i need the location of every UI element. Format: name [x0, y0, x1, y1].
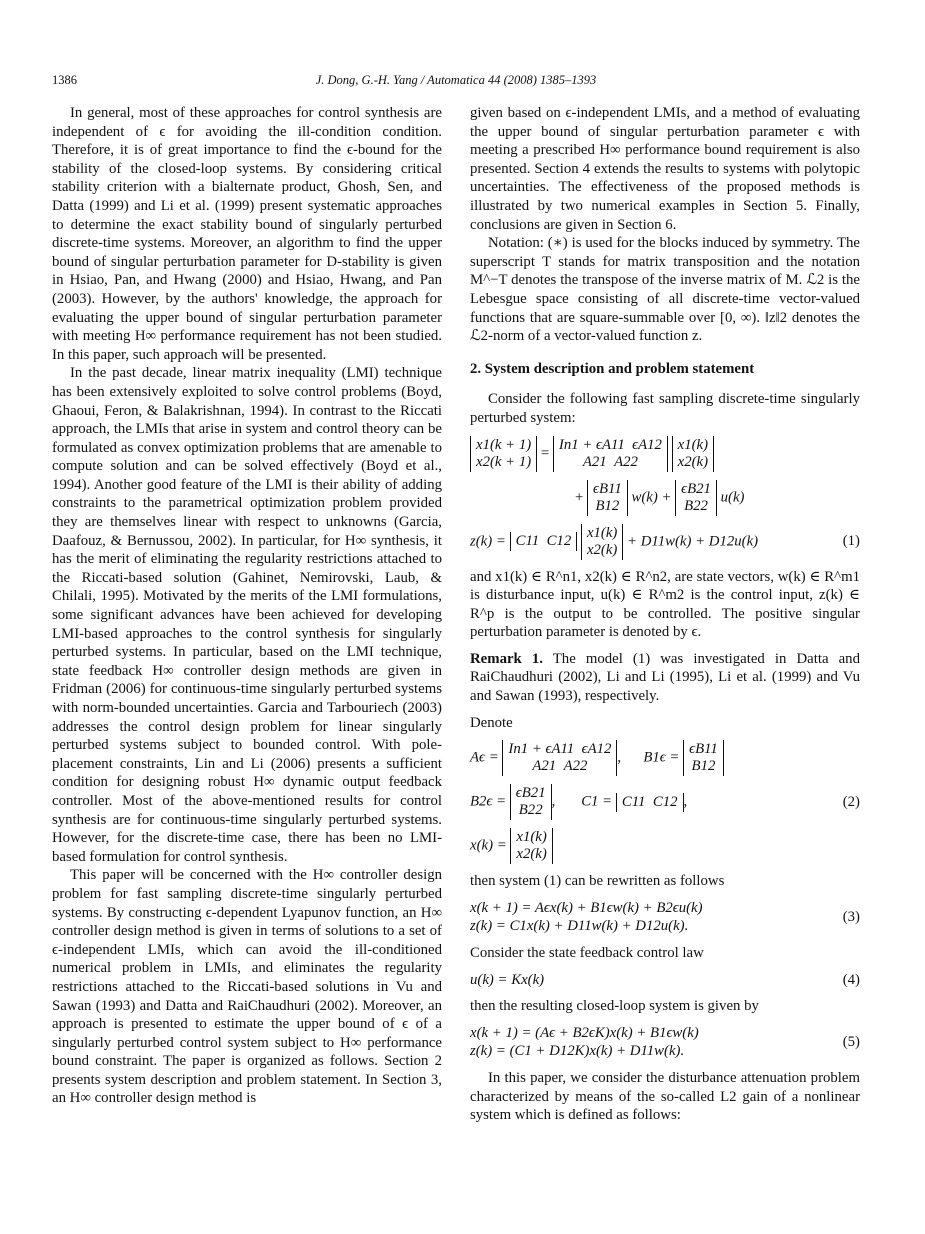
matrix: x1(k + 1) x2(k + 1): [470, 436, 537, 472]
right-column: [470, 104, 860, 1125]
equation-2a: Aϵ = In1 + ϵA11 ϵA12 A21 A22 , B1ϵ = ϵB11 B12: [470, 740, 860, 776]
paragraph: Consider the state feedback control law: [470, 945, 704, 962]
equation-2b: B2ϵ = ϵB21 B22 , C1 = C11 C12 , (2): [470, 785, 860, 819]
equation-number: (4): [842, 971, 860, 988]
paragraph: then the resulting closed-loop system is given by: [470, 998, 759, 1015]
matrix: ϵB11 B12: [587, 480, 628, 516]
paragraph: then system (1) can be rewritten as follows: [470, 873, 725, 890]
page-number: 1386: [52, 73, 77, 87]
paragraph: In the past decade, linear matrix inequality (LMI) technique has been extensively exploited to solve control problems (Boyd, Ghaoui, Feron, & Balakrishnan, 1994). In contrast to the Riccati approach, the LMIs that arise in system and control theory can be formulated as convex optimization problems that are amenable to compute solution and can be solved effectively (Boyd et al., 1994). Another good feature of the LMI is their ability of adding constraints to the parametrical optimization problem provided they are themselves linear with respect to unknowns (Garcia, Daafouz, & Bernussou, 2002). In particular, for H∞ synthesis, it has the merit of eliminating the regularity restrictions attached to the Riccati-based solution (Gahinet, Nemirovski, Laub, & Chilali, 1995). Motivated by the merits of the LMI formulations, some significant advances have been achieved for developing LMI-based approaches to the control synthesis for singularly perturbed systems. In particular, based on the LMI technique, state feedback H∞ controller design methods are given in Fridman (2006) for continuous-time singularly perturbed systems with norm-bounded uncertainties. Garcia and Tarbouriech (2003) addresses the control design problem for linear singularly perturbed systems subject to bounded control. With pole-placement constraints, Lin and Li (2006) presents a sufficient condition for designing robust H∞ dynamic output feedback controller. Most of the above-mentioned results for control synthesis are for continuous-time singularly perturbed systems. However, for the discrete-time case, there has been no LMI-based formulation for control synthesis.: [52, 365, 442, 865]
matrix: C11 C12: [510, 532, 578, 551]
equation-3: x(k + 1) = Aϵx(k) + B1ϵw(k) + B2ϵu(k) z(k) = C1x(k) + D11w(k) + D12u(k). (3): [470, 899, 860, 935]
matrix: ϵB11 B12: [683, 740, 724, 776]
paragraph: In general, most of these approaches for control synthesis are independent of ϵ for avoiding the ill-condition condition. Therefore, it is of great importance to find the ϵ-bound for the stability of the closed-loop systems. By considering critical stability criterion with a bialternate product, Ghosh, Sen, and Datta (1999) and Li et al. (1999) present systematic approaches to determine the exact stability bound of singularly perturbed discrete-time systems. Moreover, an algorithm to find the upper bound of singular perturbation parameter for D-stability is given in Hsiao, Pan, and Hwang (2000) and Hsiao, Hwang, and Pan (2003). However, by the authors' knowledge, the approach for evaluating the upper bound of singular perturbation parameter with meeting H∞ performance requirement has not been studied. In this paper, such approach will be presented.: [52, 105, 442, 363]
equation-1b: + ϵB11 B12 w(k) + ϵB21 B22 u(k): [575, 480, 745, 514]
paragraph: Consider the following fast sampling discrete-time singularly perturbed system:: [470, 391, 860, 426]
equation-1a: x1(k + 1) x2(k + 1) = In1 + ϵA11 ϵA12 A21 A22 x1(k) x2(k): [470, 436, 860, 472]
remark-paragraph: Remark 1. The model (1) was investigated in Datta and RaiChaudhuri (2002), Li and Li (1995), Li et al. (1999) and Vu and Sawan (1993), respectively.: [470, 650, 860, 705]
matrix: C11 C12: [616, 793, 684, 812]
remark-label: Remark 1.: [470, 650, 543, 667]
paragraph: Denote: [470, 714, 513, 731]
matrix: In1 + ϵA11 ϵA12 A21 A22: [553, 436, 668, 472]
left-column: [52, 104, 442, 1108]
equation-5: x(k + 1) = (Aϵ + B2ϵK)x(k) + B1ϵw(k) z(k) = (C1 + D12K)x(k) + D11w(k). (5): [470, 1024, 860, 1060]
equation-4: u(k) = Kx(k) (4): [470, 971, 860, 988]
paragraph: This paper will be concerned with the H∞ controller design problem for fast sampling discrete-time singularly perturbed systems. By constructing ϵ-dependent Lyapunov function, an H∞ controller design method is given in terms of solutions to a set of ϵ-independent LMIs, which can avoid the ill-conditioned numerical problem in LMIs, and eliminates the regularity restrictions attached to the Riccati-based solutions in Vu and Sawan (1993) and Datta and RaiChaudhuri (2002). Moreover, an approach is presented to estimate the upper bound of ϵ of a singularly perturbed control system subject to H∞ performance bound constraint. The paper is organized as follows. Section 2 presents system description and problem statement. In Section 3, an H∞ controller design method is: [52, 867, 442, 1107]
matrix: In1 + ϵA11 ϵA12 A21 A22: [502, 740, 617, 776]
running-head: J. Dong, G.-H. Yang / Automatica 44 (2008) 1385–1393: [315, 73, 597, 87]
matrix: ϵB21 B22: [510, 784, 552, 820]
section-title: 2. System description and problem statement: [470, 360, 755, 377]
paragraph: and x1(k) ∈ R^n1, x2(k) ∈ R^n2, are state vectors, w(k) ∈ R^m1 is disturbance input, u(k) ∈ R^m2 is the control input, z(k) ∈ R^p is the output to be controlled. The positive singular perturbation parameter is denoted by ϵ.: [470, 568, 860, 641]
equation-number: (2): [842, 793, 860, 810]
matrix: ϵB21 B22: [675, 480, 717, 516]
equation-number: (1): [842, 533, 860, 550]
matrix: x1(k) x2(k): [510, 828, 552, 864]
equation-1c: z(k) = C11 C12 x1(k) x2(k) + D11w(k) + D12u(k) (1): [470, 524, 860, 558]
matrix: x1(k) x2(k): [672, 436, 714, 472]
notation-paragraph: Notation: (∗) is used for the blocks induced by symmetry. The superscript T stands for matrix transposition and the notation M^−T denotes the transpose of the inverse matrix of M. ℒ2 is the Lebesgue space consisting of all discrete-time vector-valued functions that are square-summable over [0, ∞). ‖z‖2 denotes the ℒ2-norm of a vector-valued function z.: [470, 235, 860, 345]
equation-2c: x(k) = x1(k) x2(k): [470, 828, 860, 864]
matrix: x1(k) x2(k): [581, 524, 623, 560]
equation-number: (5): [842, 1034, 860, 1051]
equation-number: (3): [842, 909, 860, 926]
paragraph: In this paper, we consider the disturbance attenuation problem characterized by means of the so-called L2 gain of a nonlinear system which is defined as follows:: [470, 1070, 860, 1124]
paragraph: given based on ϵ-independent LMIs, and a method of evaluating the upper bound of singular perturbation parameter ϵ with meeting a prescribed H∞ performance bound requirement is also presented. Section 4 extends the results to systems with polytopic uncertainties. The effectiveness of the proposed methods is illustrated by two numerical examples in Section 5. Finally, conclusions are given in Section 6.: [470, 105, 860, 233]
